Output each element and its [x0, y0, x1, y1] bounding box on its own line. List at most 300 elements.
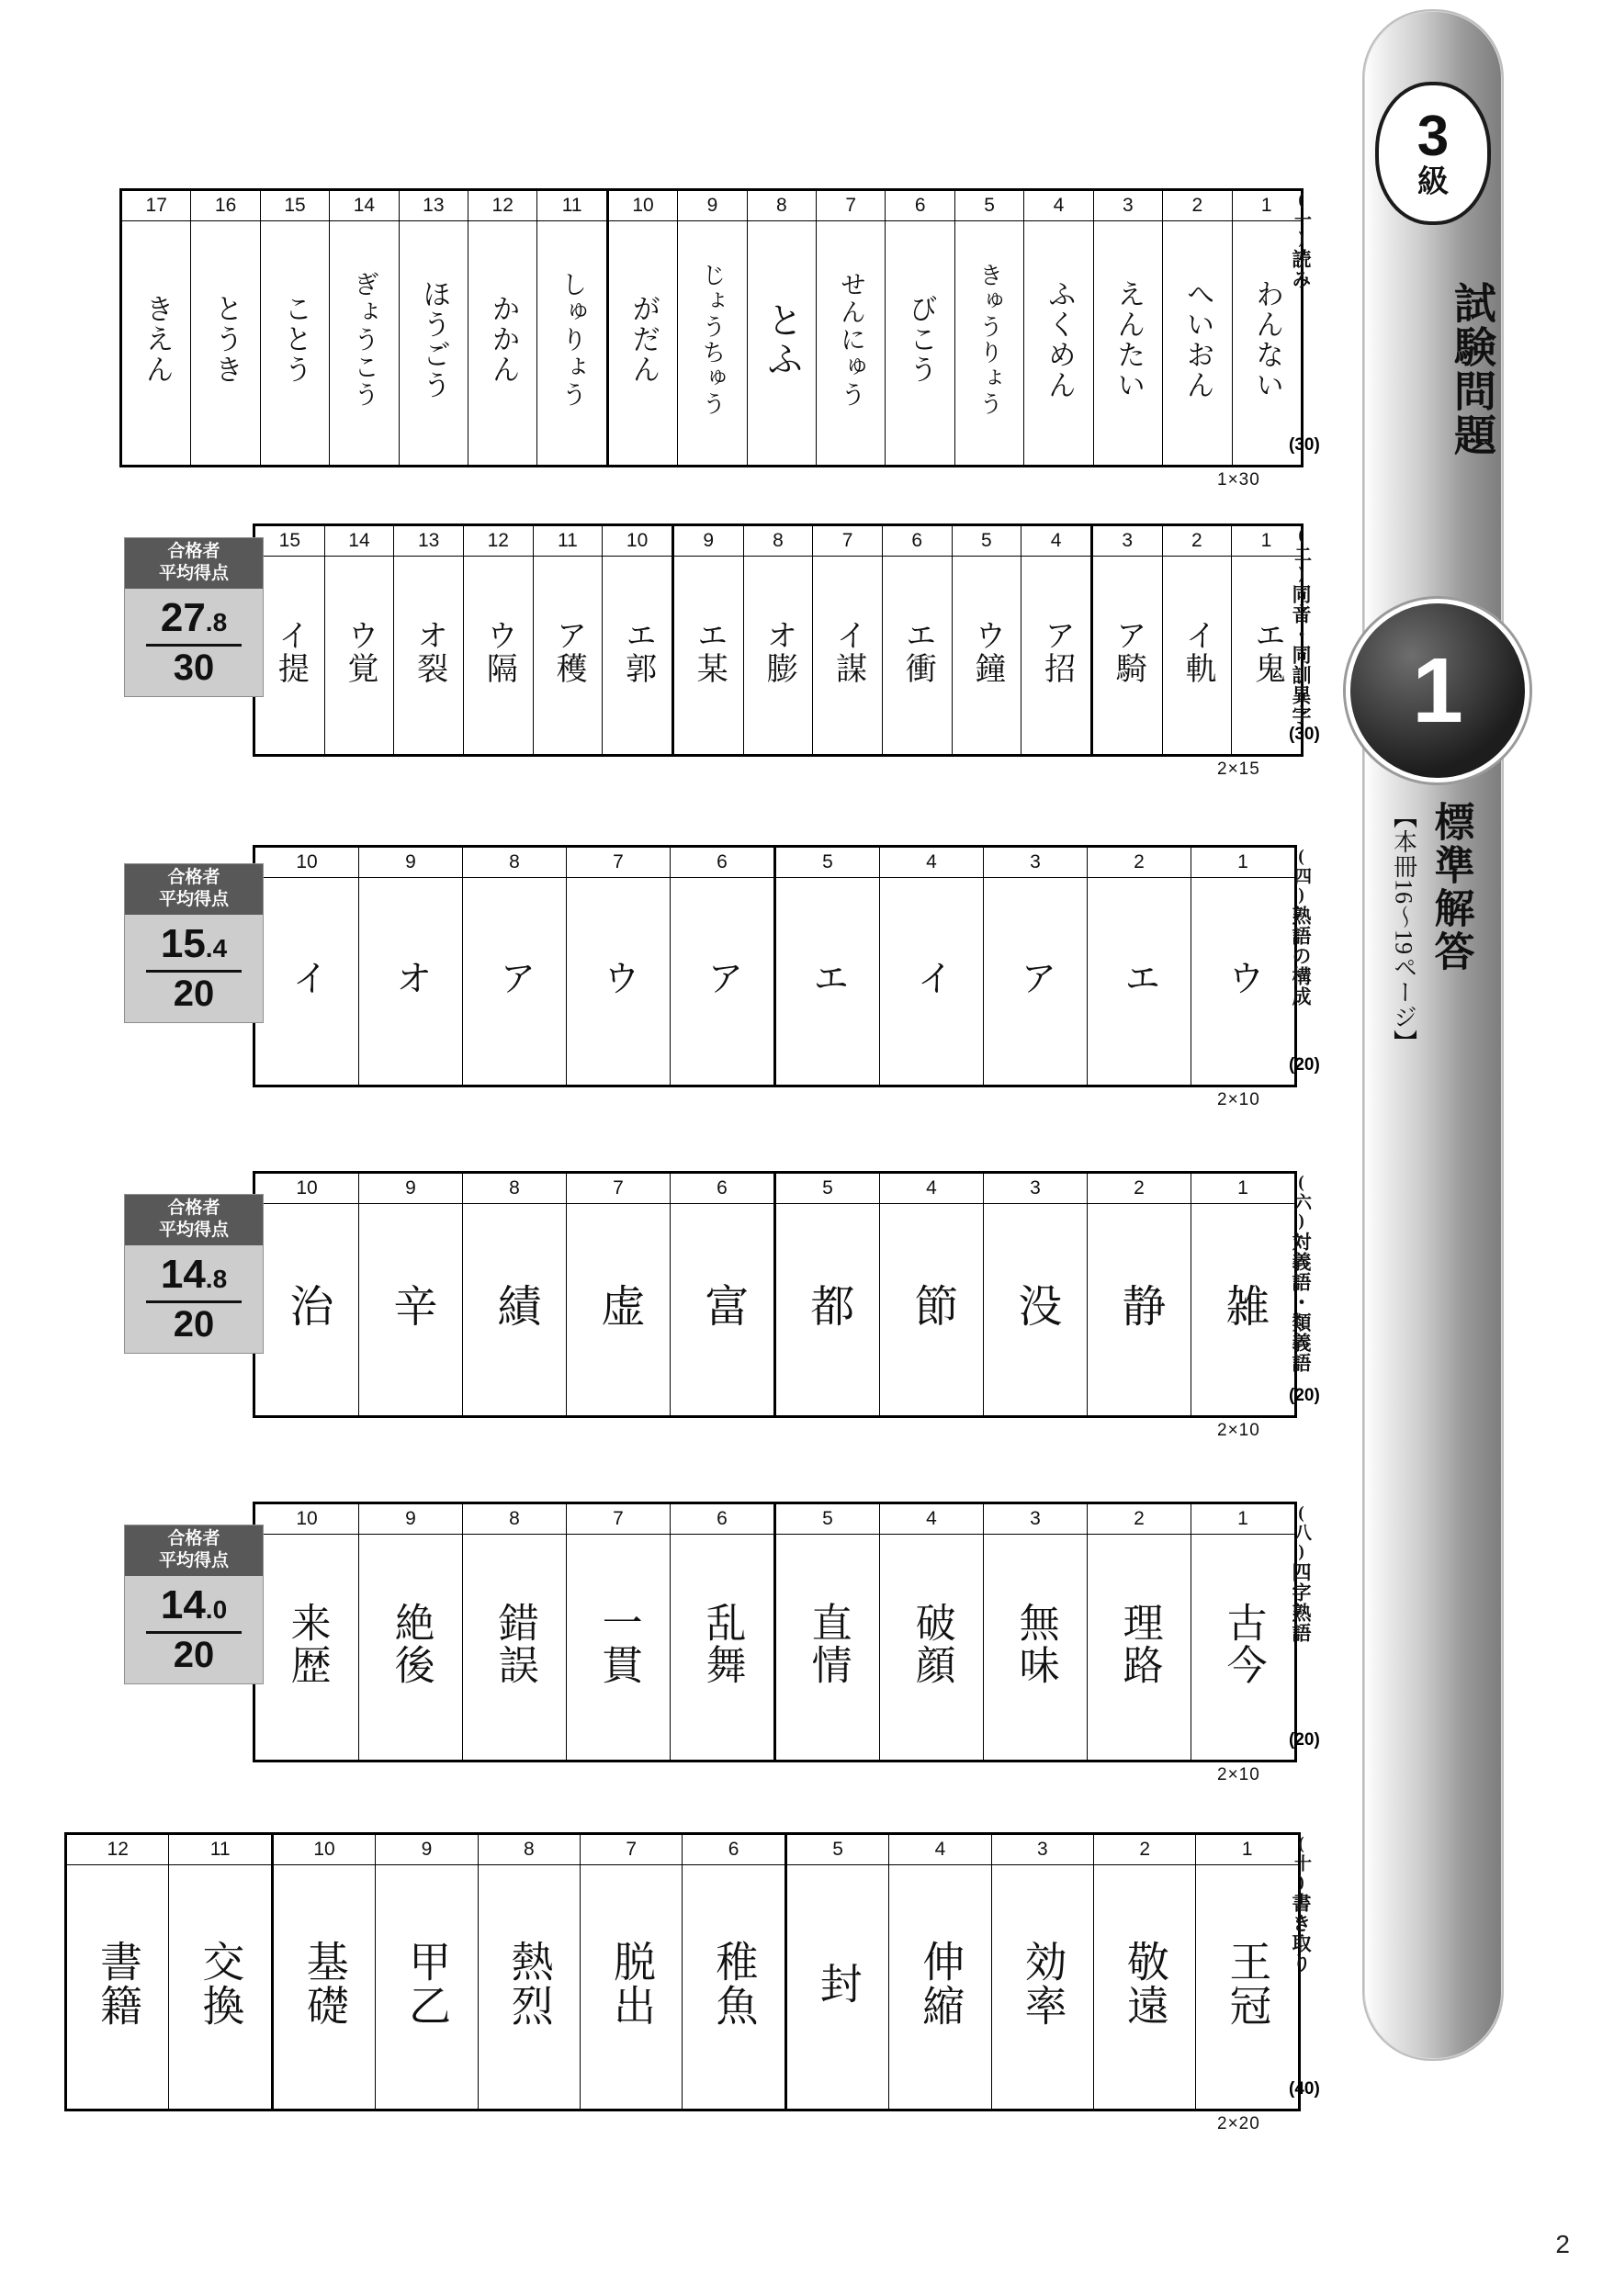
section-title: 対義語・類義語	[1290, 1232, 1313, 1373]
answer-section-s6	[64, 1832, 1320, 2133]
rail-title	[1364, 241, 1502, 498]
answer-number-cell	[671, 1173, 775, 1204]
answer-number-cell	[775, 1173, 880, 1204]
answer-text: 没	[1010, 1283, 1060, 1329]
answer-number: 5	[822, 1177, 833, 1199]
answer-cell	[537, 221, 607, 467]
answer-text: 甲乙	[403, 1939, 451, 2028]
section-number: (一)	[1292, 190, 1312, 249]
answer-text: ふくめん	[1043, 278, 1076, 400]
section-calc: 2×10	[1217, 1421, 1260, 1440]
answer-text: 績	[490, 1283, 539, 1329]
answer-number: 11	[558, 530, 578, 551]
answer-text: 無味	[1012, 1601, 1058, 1686]
answer-number: 12	[491, 195, 514, 216]
section-label	[1291, 847, 1311, 1081]
answer-cell	[607, 221, 677, 467]
answer-number: 10	[632, 195, 654, 216]
answer-cell	[324, 557, 394, 756]
answer-number-cell	[880, 847, 984, 878]
answer-grid	[253, 523, 1304, 757]
answer-number: 14	[348, 530, 370, 551]
answer-number-cell	[683, 1834, 785, 1865]
page-number: 2	[1555, 2230, 1570, 2258]
answer-number: 4	[1053, 195, 1065, 216]
answer-number-cell	[984, 1503, 1088, 1535]
answer-text: 雑	[1218, 1283, 1268, 1329]
answer-number: 5	[984, 195, 995, 216]
answer-number: 3	[1030, 1508, 1041, 1529]
answer-number-cell	[1021, 525, 1092, 557]
answer-cell	[984, 1204, 1088, 1417]
answer-number: 9	[706, 195, 718, 216]
answer-cell	[478, 1865, 580, 2110]
answer-text: エ某	[692, 618, 727, 685]
answer-number: 11	[209, 1839, 231, 1860]
answer-number-cell	[1094, 1834, 1196, 1865]
rail-subtitle-group	[1364, 801, 1502, 1113]
answer-text: 直情	[805, 1601, 851, 1686]
answer-cell	[785, 1865, 888, 2110]
answer-number-cell	[463, 1173, 567, 1204]
average-score-decimal: .4	[205, 933, 228, 962]
section-number: (六)	[1292, 1173, 1312, 1232]
score-divider	[146, 644, 242, 647]
answer-cell	[254, 878, 359, 1086]
answer-number-cell	[1093, 190, 1162, 221]
answer-cell	[954, 221, 1023, 467]
answer-cell	[813, 557, 883, 756]
answer-cell	[581, 1865, 683, 2110]
answer-number-cell	[775, 847, 880, 878]
answer-text: ア穫	[550, 618, 585, 685]
answer-text: ウ鐘	[969, 618, 1004, 685]
average-score-value	[125, 589, 263, 640]
answer-number-cell	[169, 1834, 272, 1865]
answer-text: エ	[807, 958, 850, 997]
section-label	[1291, 525, 1311, 750]
answer-number: 11	[561, 195, 582, 216]
answer-number: 16	[214, 195, 237, 216]
answer-cell	[880, 1535, 984, 1761]
average-score-box	[124, 1194, 264, 1354]
answer-number-cell	[567, 847, 671, 878]
answer-cell	[66, 1865, 169, 2110]
answer-text: かかん	[487, 294, 520, 385]
answer-text: 交換	[197, 1939, 244, 2028]
answer-number: 2	[1191, 530, 1202, 551]
answer-number-cell	[785, 1834, 888, 1865]
answer-cell	[1088, 1535, 1191, 1761]
answer-number-cell	[581, 1834, 683, 1865]
answer-number: 8	[509, 851, 520, 872]
answer-number: 9	[405, 1177, 416, 1199]
answer-number: 6	[914, 195, 926, 216]
answer-cell	[889, 1865, 991, 2110]
answer-number-cell	[984, 1173, 1088, 1204]
score-divider	[146, 1631, 242, 1634]
answer-number: 4	[926, 1177, 937, 1199]
answer-number: 1	[1237, 851, 1248, 872]
answer-cell	[671, 878, 775, 1086]
answer-text: エ	[1119, 958, 1161, 997]
answer-text: エ郭	[620, 618, 655, 685]
answer-cell	[399, 221, 468, 467]
answer-number-cell	[567, 1503, 671, 1535]
answer-number: 1	[1260, 530, 1272, 551]
answer-number-cell	[121, 190, 191, 221]
answer-number-cell	[254, 847, 359, 878]
answer-cell	[1088, 1204, 1191, 1417]
answer-text: 効率	[1019, 1939, 1067, 2028]
section-label	[1291, 1173, 1311, 1412]
average-score-integer: 14	[160, 1251, 206, 1297]
answer-number-cell	[678, 190, 747, 221]
section-number: (二)	[1292, 525, 1312, 584]
answer-cell	[672, 557, 743, 756]
answer-number-cell	[1088, 847, 1191, 878]
answer-cell	[376, 1865, 478, 2110]
section-number: (十)	[1292, 1834, 1312, 1893]
answer-cell	[254, 557, 325, 756]
answer-number-cell	[359, 847, 463, 878]
answer-text: 静	[1114, 1283, 1164, 1329]
answer-number-cell	[1191, 1173, 1296, 1204]
answer-cell	[886, 221, 954, 467]
answer-number: 7	[613, 1177, 624, 1199]
grade-unit: 級	[1417, 165, 1449, 199]
answer-text: わんない	[1251, 278, 1284, 400]
answer-number-cell	[191, 190, 260, 221]
section-title: 読み	[1290, 249, 1313, 289]
section-label	[1291, 1834, 1311, 2105]
answer-cell	[359, 1535, 463, 1761]
answer-text: 伸縮	[917, 1939, 965, 2028]
answer-number-cell	[260, 190, 329, 221]
answer-number-cell	[478, 1834, 580, 1865]
answer-text: ア	[702, 958, 744, 997]
answer-cell	[330, 221, 399, 467]
answer-cell	[463, 878, 567, 1086]
answer-text: 破顔	[909, 1601, 954, 1686]
answer-number-cell	[775, 1503, 880, 1535]
answer-grid	[253, 845, 1297, 1087]
answer-number-cell	[886, 190, 954, 221]
average-score-integer: 15	[160, 920, 206, 966]
answer-cell	[775, 1204, 880, 1417]
grade-badge	[1371, 84, 1495, 222]
answer-number-cell	[671, 1503, 775, 1535]
answer-cell	[880, 1204, 984, 1417]
answer-number: 2	[1134, 1508, 1145, 1529]
answer-number: 1	[1237, 1177, 1248, 1199]
answer-number-cell	[954, 190, 1023, 221]
answer-section-s4	[253, 1171, 1320, 1440]
section-points: (30)	[1289, 435, 1320, 455]
answer-text: ア招	[1039, 618, 1074, 685]
answer-text: 節	[907, 1283, 956, 1329]
answer-text: 錯誤	[491, 1601, 537, 1686]
answer-text: ア騎	[1111, 618, 1146, 685]
answer-number-cell	[882, 525, 952, 557]
answer-number: 8	[509, 1508, 520, 1529]
answer-cell	[683, 1865, 785, 2110]
section-points: (20)	[1289, 1055, 1320, 1075]
answer-number: 6	[717, 1177, 728, 1199]
answer-text: 来歴	[284, 1601, 330, 1686]
answer-text: きえん	[141, 294, 174, 385]
section-circle-number	[1346, 599, 1529, 782]
answer-text: ぎょうこう	[350, 270, 379, 409]
average-score-integer: 27	[160, 594, 206, 640]
average-score-header: 合格者 平均得点	[125, 1195, 263, 1245]
answer-text: オ膨	[761, 618, 796, 685]
average-score-decimal: .0	[205, 1594, 228, 1624]
answer-cell	[678, 221, 747, 467]
answer-number: 7	[613, 851, 624, 872]
answer-number: 14	[353, 195, 376, 216]
answer-cell	[169, 1865, 272, 2110]
answer-number-cell	[463, 1503, 567, 1535]
answer-text: 乱舞	[699, 1601, 745, 1686]
answer-text: ウ	[1223, 958, 1265, 997]
answer-cell	[394, 557, 464, 756]
answer-number-cell	[952, 525, 1021, 557]
answer-text: 稚魚	[710, 1939, 758, 2028]
answer-text: オ裂	[412, 618, 446, 685]
section-points: (40)	[1289, 2079, 1320, 2099]
answer-number: 2	[1134, 1177, 1145, 1199]
answer-number: 7	[626, 1839, 638, 1860]
answer-number: 7	[845, 195, 857, 216]
section-title: 書き取り	[1290, 1893, 1313, 1974]
answer-text: 封	[814, 1961, 862, 2006]
answer-text: 古今	[1220, 1601, 1266, 1686]
answer-cell	[743, 557, 813, 756]
answer-cell	[1091, 557, 1162, 756]
answer-number-cell	[984, 847, 1088, 878]
answer-text: エ衝	[900, 618, 935, 685]
answer-number-cell	[359, 1503, 463, 1535]
answer-number: 6	[728, 1839, 739, 1860]
rail-subtitle: 標準解答	[1428, 801, 1473, 974]
answer-text: ア	[1015, 958, 1057, 997]
answer-number: 10	[296, 851, 318, 872]
score-denominator: 20	[173, 1303, 215, 1345]
answer-section-s3	[253, 845, 1320, 1109]
answer-text: ことう	[279, 294, 312, 385]
section-points: (30)	[1289, 725, 1320, 744]
answer-number-cell	[991, 1834, 1093, 1865]
answer-number-cell	[880, 1173, 984, 1204]
answer-number: 13	[423, 195, 445, 216]
answer-cell	[603, 557, 673, 756]
answer-cell	[952, 557, 1021, 756]
answer-number: 13	[417, 530, 440, 551]
average-score-header: 合格者 平均得点	[125, 864, 263, 915]
average-score-header: 合格者 平均得点	[125, 538, 263, 589]
answer-cell	[468, 221, 537, 467]
answer-cell	[567, 878, 671, 1086]
score-divider	[146, 970, 242, 973]
answer-text: イ軌	[1179, 618, 1214, 685]
answer-number-cell	[1196, 1834, 1299, 1865]
answer-number: 17	[145, 195, 167, 216]
answer-cell	[272, 1865, 375, 2110]
answer-cell	[991, 1865, 1093, 2110]
average-score-header: 合格者 平均得点	[125, 1525, 263, 1576]
answer-number: 3	[1030, 851, 1041, 872]
answer-number: 3	[1123, 195, 1134, 216]
answer-number-cell	[747, 190, 816, 221]
answer-number: 10	[296, 1177, 318, 1199]
answer-cell	[817, 221, 886, 467]
answer-text: イ提	[273, 618, 308, 685]
answer-text: ウ	[598, 958, 640, 997]
answer-text: とうき	[209, 294, 243, 385]
answer-number: 4	[934, 1839, 946, 1860]
answer-number: 8	[523, 1839, 535, 1860]
answer-text: 敬遠	[1122, 1939, 1169, 2028]
answer-section-s2	[253, 523, 1320, 779]
answer-text: 絶後	[388, 1601, 434, 1686]
section-calc: 2×10	[1217, 1765, 1260, 1784]
answer-number: 10	[296, 1508, 318, 1529]
answer-number-cell	[671, 847, 775, 878]
answer-number-cell	[672, 525, 743, 557]
answer-text: ア	[494, 958, 536, 997]
answer-number: 3	[1122, 530, 1134, 551]
answer-number: 5	[822, 851, 833, 872]
answer-text: イ謀	[830, 618, 865, 685]
answer-text: えんたい	[1112, 278, 1146, 400]
answer-number-cell	[1163, 190, 1232, 221]
answer-cell	[775, 1535, 880, 1761]
answer-number-cell	[813, 525, 883, 557]
answer-text: イ	[911, 958, 954, 997]
answer-cell	[260, 221, 329, 467]
answer-text: ほうごう	[418, 278, 451, 400]
answer-text: きゅうりょう	[976, 262, 1003, 417]
answer-text: 富	[697, 1283, 747, 1329]
answer-number-cell	[272, 1834, 375, 1865]
average-score-integer: 14	[160, 1581, 206, 1627]
answer-text: 一貫	[595, 1601, 641, 1686]
answer-number-cell	[359, 1173, 463, 1204]
answer-text: びこう	[905, 294, 938, 385]
answer-text: しゅりょう	[558, 270, 587, 409]
answer-number: 4	[926, 851, 937, 872]
answer-text: 治	[282, 1283, 332, 1329]
section-points: (20)	[1289, 1386, 1320, 1405]
answer-number: 8	[509, 1177, 520, 1199]
answer-number-cell	[1024, 190, 1093, 221]
answer-text: 基礎	[300, 1939, 348, 2028]
answer-number-cell	[889, 1834, 991, 1865]
answer-grid	[119, 188, 1304, 467]
answer-number: 3	[1037, 1839, 1048, 1860]
score-divider	[146, 1300, 242, 1303]
answer-cell	[1162, 557, 1232, 756]
answer-text: せんにゅう	[836, 270, 865, 409]
answer-number-cell	[1088, 1173, 1191, 1204]
answer-text: 理路	[1116, 1601, 1162, 1686]
answer-number-cell	[537, 190, 607, 221]
rail-subtitle-note: 【本冊16〜19ページ】	[1390, 805, 1417, 1054]
answer-text: 辛	[386, 1283, 435, 1329]
answer-number: 9	[703, 530, 715, 551]
answer-number: 2	[1191, 195, 1203, 216]
answer-cell	[463, 1535, 567, 1761]
answer-number-cell	[607, 190, 677, 221]
answer-text: エ鬼	[1249, 618, 1284, 685]
section-number: (四)	[1292, 847, 1312, 906]
answer-section-s1	[119, 188, 1320, 490]
answer-number: 6	[911, 530, 923, 551]
answer-cell	[254, 1204, 359, 1417]
average-score-value	[125, 915, 263, 966]
answer-cell	[1024, 221, 1093, 467]
answer-text: ウ隔	[481, 618, 516, 685]
answer-text: 虚	[593, 1283, 643, 1329]
answer-cell	[671, 1535, 775, 1761]
answer-cell	[880, 878, 984, 1086]
answer-cell	[1088, 878, 1191, 1086]
answer-cell	[775, 878, 880, 1086]
answer-number-cell	[463, 525, 533, 557]
answer-number: 15	[284, 195, 306, 216]
answer-grid	[253, 1171, 1297, 1418]
section-number: (八)	[1292, 1503, 1312, 1562]
answer-number-cell	[533, 525, 603, 557]
answer-number-cell	[254, 525, 325, 557]
answer-number: 1	[1237, 1508, 1248, 1529]
section-label	[1291, 1503, 1311, 1756]
answer-number: 6	[717, 851, 728, 872]
answer-cell	[463, 1204, 567, 1417]
score-denominator: 30	[173, 647, 215, 688]
average-score-box	[124, 537, 264, 697]
answer-number-cell	[1191, 847, 1296, 878]
answer-text: じょうちゅう	[699, 262, 726, 417]
answer-number: 9	[405, 1508, 416, 1529]
average-score-decimal: .8	[205, 1264, 228, 1293]
answer-number-cell	[567, 1173, 671, 1204]
answer-number-cell	[463, 847, 567, 878]
answer-number-cell	[1091, 525, 1162, 557]
answer-number-cell	[817, 190, 886, 221]
answer-cell	[1191, 1535, 1296, 1761]
grade-number: 3	[1416, 105, 1450, 168]
answer-number-cell	[66, 1834, 169, 1865]
rail-title-text: 試験問題	[1449, 281, 1495, 457]
answer-cell	[191, 221, 260, 467]
answer-text: イ	[287, 958, 329, 997]
section-calc: 1×30	[1217, 470, 1260, 490]
average-score-box	[124, 1525, 264, 1684]
answer-number-cell	[1162, 525, 1232, 557]
answer-number-cell	[394, 525, 464, 557]
answer-cell	[1093, 221, 1162, 467]
answer-number: 5	[981, 530, 992, 551]
answer-cell	[882, 557, 952, 756]
answer-cell	[1021, 557, 1092, 756]
average-score-decimal: .8	[205, 607, 228, 636]
circle-number-text: 1	[1412, 638, 1463, 742]
answer-cell	[359, 1204, 463, 1417]
answer-number: 10	[313, 1839, 335, 1860]
answer-number: 7	[841, 530, 853, 551]
